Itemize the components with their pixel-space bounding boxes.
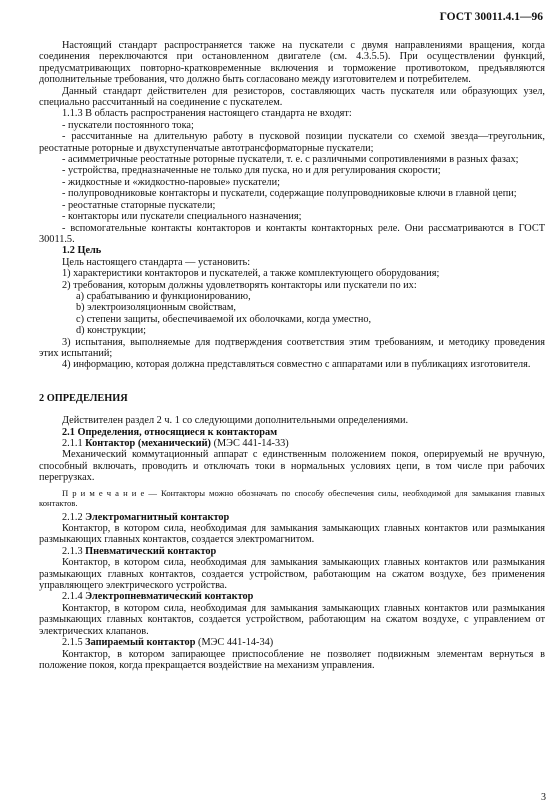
note: П р и м е ч а н и е — Контакторы можно обозначать по способу обеспечения силы, необходимой для замыкания главных контактов.: [39, 487, 545, 508]
list-item: 4) информацию, которая должна представляться совместно с аппаратами или в публикациях изготовителя.: [62, 359, 531, 371]
page-number: 3: [541, 792, 546, 803]
list-item: - вспомогательные контакты контакторов и контакты контакторных реле. Они рассматриваются в ГОСТ 30011.5.: [39, 222, 545, 245]
list-item: - жидкостные и «жидкостно-паровые» пускатели;: [62, 176, 280, 188]
definition-text: Контактор, в котором запирающее приспособление не позволяет подвижным элементам вернуться в положение покоя, когда прекращается воздействие на механизм управления.: [39, 648, 545, 671]
standard-header: ГОСТ 30011.4.1—96: [439, 11, 543, 23]
term-2-1-1: 2.1.1 Контактор (механический) (МЭС 441-14-33): [62, 438, 289, 449]
term-2-1-3: 2.1.3 Пневматический контактор: [62, 545, 217, 557]
list-item: - рассчитанные на длительную работу в пусковой позиции пускатели со схемой звезда—треугольник, реостатные роторные и двухступенчатые автотрансформаторные пускатели;: [39, 131, 545, 154]
clause-2-1-heading: 2.1 Определения, относящиеся к контакторам: [62, 426, 278, 438]
term-2-1-2: 2.1.2 Электромагнитный контактор: [62, 511, 230, 523]
paragraph: Цель настоящего стандарта — установить:: [62, 256, 251, 268]
clause-1-1-3: 1.1.3 В область распространения настоящего стандарта не входят:: [62, 108, 352, 120]
list-item: 1) характеристики контакторов и пускателей, а также комплектующего оборудования;: [62, 268, 440, 280]
definition-text: Контактор, в котором сила, необходимая для замыкания замыкающих главных контактов или размыкания размыкающих главных контактов, создается устройством, работающим на сжатом воздухе, с управлением от электрических клапанов.: [39, 602, 545, 637]
sub-list-item: d) конструкции;: [76, 325, 147, 337]
paragraph: Настоящий стандарт распространяется также на пускатели с двумя направлениями вращения, когда соединения переключаются при остановленном двигателе (см. 4.3.5.5). При осуществлении функций, предусматривающих повторно-кратковременные включения и торможение противотоком, предъявляются дополнительные требования, что должно быть согласовано между изготовителем и потребителем.: [39, 40, 545, 86]
section-title: 2 ОПРЕДЕЛЕНИЯ: [39, 392, 128, 404]
term-2-1-5: 2.1.5 Запираемый контактор (МЭС 441-14-34): [62, 637, 274, 649]
term-2-1-4: 2.1.4 Электропневматический контактор: [62, 591, 254, 603]
list-item: - пускатели постоянного тока;: [62, 119, 194, 131]
list-item: - контакторы или пускатели специального назначения;: [62, 211, 302, 223]
paragraph: Данный стандарт действителен для резисторов, составляющих часть пускателя или образующих узел, специально рассчитанный на соединение с пускателем.: [39, 85, 545, 109]
definition-text: Контактор, в котором сила, необходимая для замыкания замыкающих главных контактов или размыкания размыкающих главных контактов, создается устройством, работающим на сжатом воздухе, без применения управляющего электрического устройства.: [39, 557, 545, 592]
definition-text: Контактор, в котором сила, необходимая для замыкания замыкающих главных контактов или размыкания размыкающих главных контактов, создается электромагнитом.: [39, 523, 545, 546]
definition-text: Механический коммутационный аппарат с единственным положением покоя, оперируемый не вручную, способный включать, проводить и отключать токи в нормальных условиях цепи, в том числе при рабочих перегрузках.: [39, 449, 545, 484]
clause-1-2-heading: 1.2 Цель: [62, 245, 102, 257]
sub-list-item: a) срабатыванию и функционированию,: [76, 290, 251, 302]
page-body: [39, 40, 545, 671]
paragraph: Действителен раздел 2 ч. 1 со следующими дополнительными определениями.: [62, 415, 409, 427]
list-item: 2) требования, которым должны удовлетворять контакторы или пускатели по их:: [62, 279, 417, 291]
list-item: 3) испытания, выполняемые для подтверждения соответствия этим требованиям, и методику проведения этих испытаний;: [39, 336, 545, 359]
sub-list-item: b) электроизоляционным свойствам,: [76, 302, 236, 314]
list-item: - полупроводниковые контакторы и пускатели, содержащие полупроводниковые ключи в главной цепи;: [62, 188, 517, 200]
list-item: - асимметричные реостатные роторные пускатели, т. е. с различными сопротивлениями в разных фазах;: [62, 154, 519, 166]
list-item: - реостатные статорные пускатели;: [62, 199, 216, 211]
list-item: - устройства, предназначенные не только для пуска, но и для регулирования скорости;: [62, 165, 441, 177]
sub-list-item: c) степени защиты, обеспечиваемой их оболочками, когда уместно,: [76, 313, 372, 325]
